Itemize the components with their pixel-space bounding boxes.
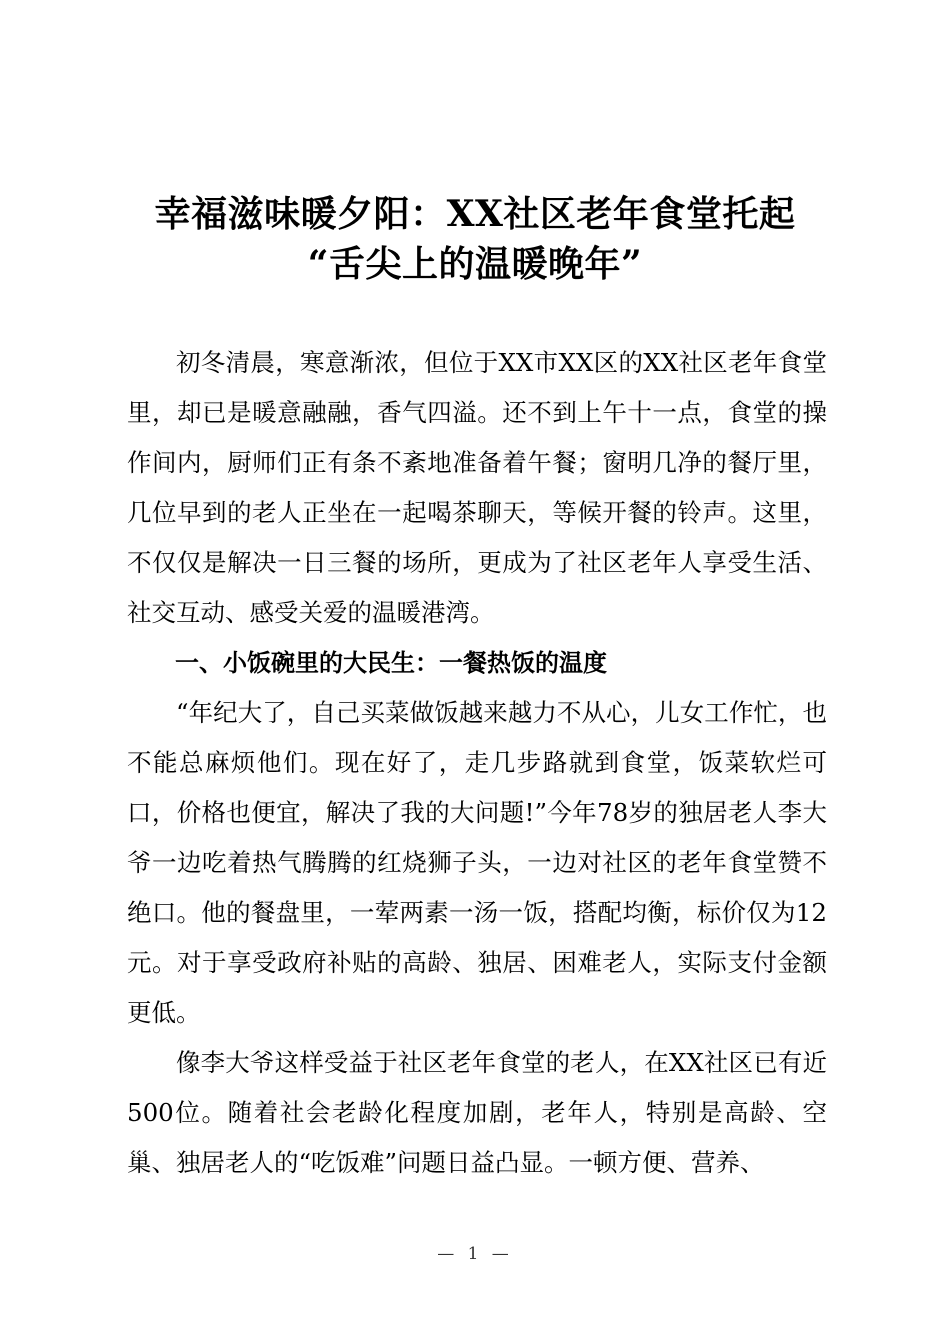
document-title-line-1: 幸福滋味暖夕阳：XX社区老年食堂托起 xyxy=(154,193,796,235)
document-title-line-2: “舌尖上的温暖晚年” xyxy=(307,243,643,285)
paragraph-intro: 初冬清晨，寒意渐浓，但位于XX市XX区的XX社区老年食堂里，却已是暖意融融，香气四溢。还不到上午十一点，食堂的操作间内，厨师们正有条不紊地准备着午餐；窗明几净的餐厅里，几位早到的老人正坐在一起喝茶聊天，等候开餐的铃声。这里，不仅仅是解决一日三餐的场所，更成为了社区老年人享受生活、社交互动、感受关爱的温暖港湾。 xyxy=(127,348,827,627)
paragraph-quote: “年纪大了，自己买菜做饭越来越力不从心，儿女工作忙，也不能总麻烦他们。现在好了，走几步路就到食堂，饭菜软烂可口，价格也便宜，解决了我的大问题!”今年78岁的独居老人李大爷一边吃着热气腾腾的红烧狮子头，一边对社区的老年食堂赞不绝口。他的餐盘里，一荤两素一汤一饭，搭配均衡，标价仅为12元。对于享受政府补贴的高龄、独居、困难老人，实际支付金额更低。 xyxy=(127,698,827,1027)
document-body xyxy=(127,338,827,1188)
paragraph-beneficiaries: 像李大爷这样受益于社区老年食堂的老人，在XX社区已有近500位。随着社会老龄化程度加剧，老年人，特别是高龄、空巢、独居老人的“吃饭难”问题日益凸显。一顿方便、营养、 xyxy=(127,1048,827,1177)
page-number: — 1 — xyxy=(437,1244,513,1264)
section-heading-1: 一、小饭碗里的大民生：一餐热饭的温度 xyxy=(175,649,607,677)
